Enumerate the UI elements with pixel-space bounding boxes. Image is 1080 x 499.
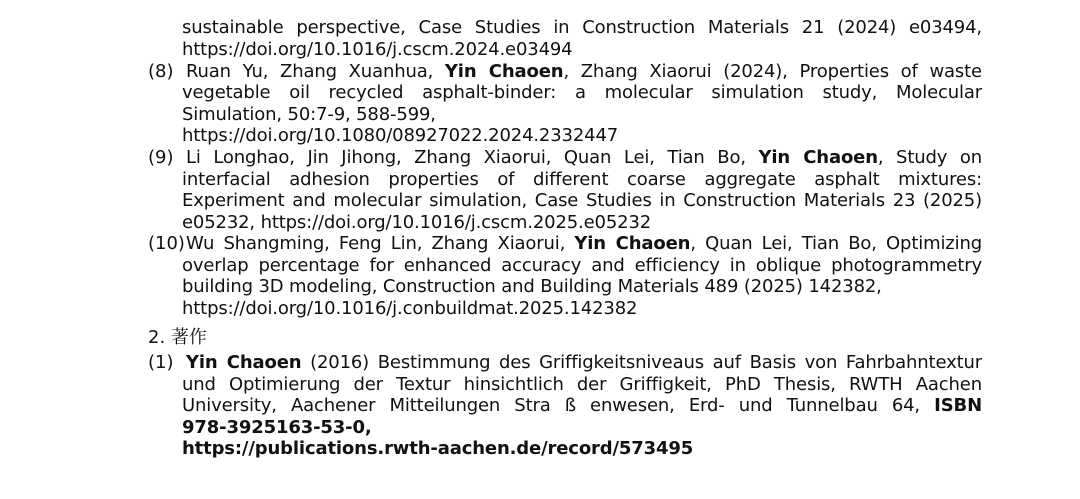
ref9-authors-pre: Li Longhao, Jin Jihong, Zhang Xiaorui, Quan Lei, Tian Bo, xyxy=(186,147,759,168)
ref9-doi-link[interactable]: e05232, https://doi.org/10.1016/j.cscm.2025.e05232 xyxy=(182,212,652,233)
ref10-authors-post: , Quan Lei, Tian Bo, Optimizing xyxy=(690,233,982,254)
book1-author-highlight: Yin Chaoen xyxy=(186,352,302,373)
ref10-authors-pre: Wu Shangming, Feng Lin, Zhang Xiaorui, xyxy=(186,233,575,254)
ref10-doi-link[interactable]: https://doi.org/10.1016/j.conbuildmat.2025.142382 xyxy=(182,298,638,319)
ref10-line-2: overlap percentage for enhanced accuracy and efficiency in oblique photogrammetry xyxy=(182,255,982,276)
ref9-author-highlight: Yin Chaoen xyxy=(758,147,878,168)
ref8-number: (8) xyxy=(148,61,174,82)
ref8-line-2: vegetable oil recycled asphalt-binder: a molecular simulation study, Molecular xyxy=(182,82,982,103)
ref10-number: (10) xyxy=(148,233,185,254)
ref9-authors-post: , Study on xyxy=(877,147,982,168)
ref7-line-1: sustainable perspective, Case Studies in Construction Materials 21 (2024) e03494, xyxy=(182,17,982,38)
ref7-doi-link[interactable]: https://doi.org/10.1016/j.cscm.2024.e03494 xyxy=(182,39,573,60)
book1-title-start: (2016) Bestimmung des Griffigkeitsniveaus auf Basis von Fahrbahntextur xyxy=(301,352,982,373)
book1-line-1 xyxy=(186,352,982,374)
ref8-author-highlight: Yin Chaoen xyxy=(444,61,564,82)
book1-isbn-number: 978-3925163-53-0, xyxy=(182,417,372,438)
section-heading: 2. 著作 xyxy=(148,327,207,348)
ref9-line-3: Experiment and molecular simulation, Case Studies in Construction Materials 23 (2025) xyxy=(182,190,982,211)
ref8-authors-pre: Ruan Yu, Zhang Xuanhua, xyxy=(186,61,445,82)
ref8-doi-link[interactable]: https://doi.org/10.1080/08927022.2024.2332447 xyxy=(182,125,619,146)
book1-line-2: und Optimierung der Textur hinsichtlich der Griffigkeit, PhD Thesis, RWTH Aachen xyxy=(182,374,982,395)
book1-publisher: University, Aachener Mitteilungen Stra ß enwesen, Erd- und Tunnelbau 64, xyxy=(182,395,935,416)
ref9-number: (9) xyxy=(148,147,174,168)
ref8-line-1 xyxy=(186,61,982,83)
ref10-author-highlight: Yin Chaoen xyxy=(574,233,691,254)
book1-line-3 xyxy=(182,395,982,417)
book1-number: (1) xyxy=(148,352,174,373)
book1-isbn-label: ISBN xyxy=(934,395,982,416)
ref8-authors-post: , Zhang Xiaorui (2024), Properties of waste xyxy=(563,61,982,82)
ref10-line-1 xyxy=(186,233,982,255)
ref10-line-3: building 3D modeling, Construction and Building Materials 489 (2025) 142382, xyxy=(182,276,882,297)
ref9-line-1 xyxy=(186,147,982,169)
ref8-line-3: Simulation, 50:7-9, 588-599, xyxy=(182,104,436,125)
ref9-line-2: interfacial adhesion properties of different coarse aggregate asphalt mixtures: xyxy=(182,169,982,190)
book1-record-link[interactable]: https://publications.rwth-aachen.de/record/573495 xyxy=(182,438,694,459)
